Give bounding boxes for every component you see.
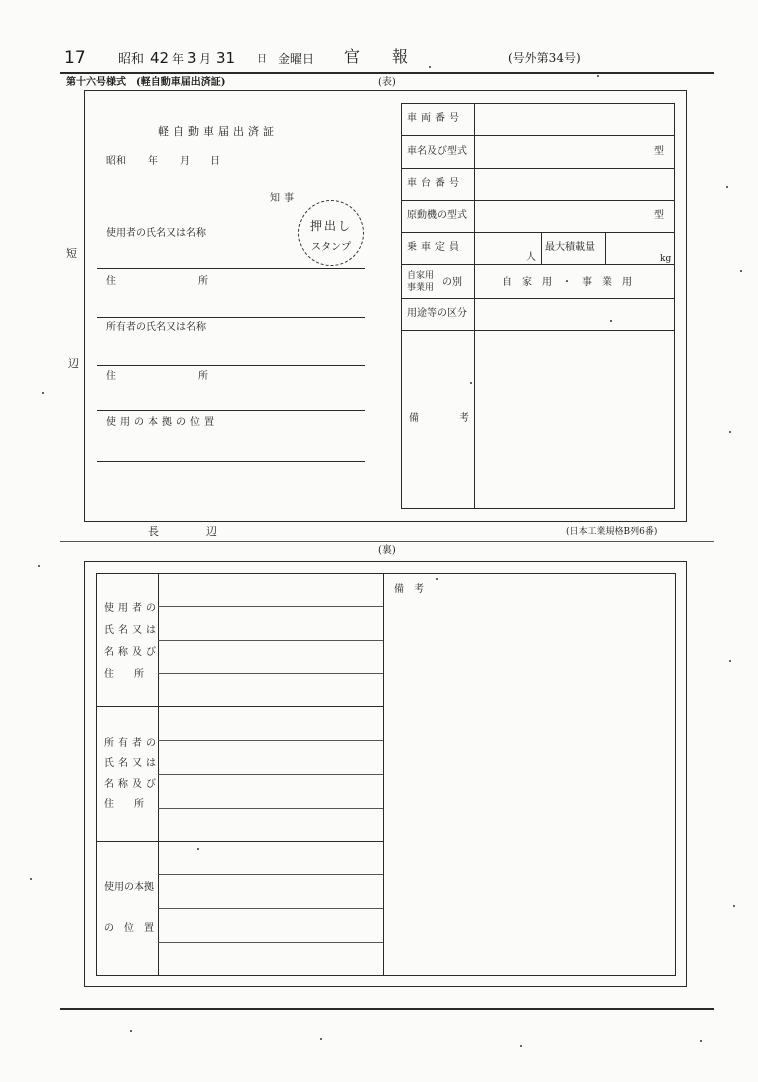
header-rule bbox=[60, 72, 714, 74]
day-suffix: 日 bbox=[257, 54, 267, 65]
weekday: 金曜日 bbox=[278, 52, 315, 66]
capacity-unit: 人 bbox=[526, 252, 536, 263]
governor-label: 知事 bbox=[270, 193, 298, 204]
front-left-panel bbox=[97, 103, 365, 509]
footer-rule bbox=[60, 1008, 714, 1010]
page-number: 17 bbox=[64, 48, 86, 68]
usage-label-bottom: 事業用 bbox=[407, 283, 435, 293]
vehicle-spec-table bbox=[401, 103, 675, 509]
usage-value: 自 家 用 ・ 事 業 用 bbox=[502, 277, 632, 288]
engine-suffix: 型 bbox=[654, 210, 664, 221]
model-suffix: 型 bbox=[654, 146, 664, 157]
usage-label-suffix: の別 bbox=[442, 277, 462, 288]
day: 31 bbox=[216, 49, 236, 67]
standard-note: (日本工業規格B列6番) bbox=[566, 527, 658, 537]
user-name-label: 使用者の氏名又は名称 bbox=[106, 228, 206, 239]
owner-name-label: 所有者の氏名又は名称 bbox=[106, 322, 206, 333]
issue-number: (号外第34号) bbox=[508, 51, 581, 65]
user-address-label: 住 bbox=[106, 276, 116, 287]
chassis-number-label: 車台番号 bbox=[407, 178, 463, 189]
certificate-title: 軽自動車届出済証 bbox=[158, 125, 278, 138]
front-label: (表) bbox=[378, 77, 396, 88]
owner-address-label: 住 bbox=[106, 371, 116, 382]
long-side-label: 長 bbox=[148, 525, 159, 538]
form-caption: 第十六号様式 (軽自動車届出済証) bbox=[66, 77, 226, 88]
fold-rule bbox=[60, 541, 714, 542]
vehicle-number-label: 車両番号 bbox=[407, 113, 463, 124]
short-side-label-2: 辺 bbox=[68, 357, 79, 370]
long-side-label-2: 辺 bbox=[206, 525, 217, 538]
engine-model-label: 原動機の型式 bbox=[407, 210, 467, 221]
year: 42 bbox=[150, 49, 170, 67]
era: 昭和 bbox=[118, 52, 145, 67]
stamp-text-1: 押出し bbox=[309, 219, 352, 233]
stamp-text-2: スタンプ bbox=[311, 242, 351, 253]
month-suffix: 月 bbox=[199, 52, 212, 66]
embossed-stamp bbox=[298, 200, 364, 266]
base-location-label: 使用の本拠の位置 bbox=[106, 417, 218, 428]
short-side-label: 短 bbox=[66, 247, 77, 260]
use-category-label: 用途等の区分 bbox=[407, 308, 467, 319]
month: 3 bbox=[187, 49, 197, 67]
max-load-unit: kg bbox=[660, 254, 672, 264]
gazette-title: 官 報 bbox=[344, 47, 409, 66]
back-label: (裏) bbox=[378, 545, 396, 556]
max-load-label: 最大積載量 bbox=[545, 242, 595, 253]
year-suffix: 年 bbox=[172, 52, 185, 66]
front-remarks-label: 備 bbox=[409, 413, 419, 424]
usage-label-top: 自家用 bbox=[407, 271, 435, 281]
back-remarks-label: 備 考 bbox=[394, 584, 424, 595]
capacity-label: 乗車定員 bbox=[407, 242, 463, 253]
model-label: 車名及び型式 bbox=[407, 146, 467, 157]
